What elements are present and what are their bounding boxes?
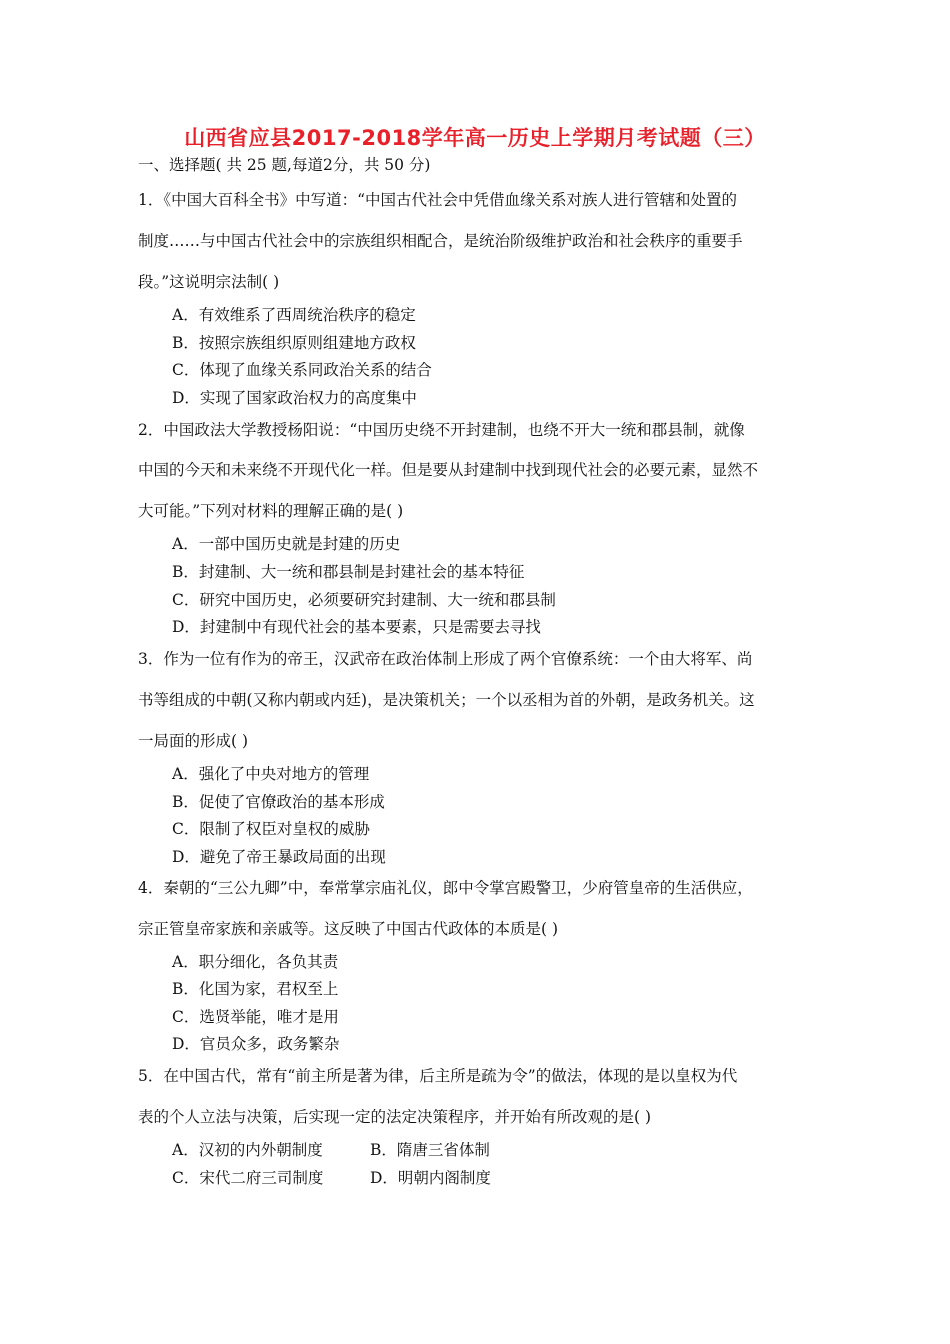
- question-1-option-d: D．实现了国家政治权力的高度集中: [172, 389, 417, 407]
- question-1-line-2: 制度……与中国古代社会中的宗族组织相配合，是统治阶级维护政治和社会秩序的重要手: [138, 232, 743, 250]
- question-1-line-3: 段。”这说明宗法制( ): [138, 273, 280, 291]
- question-5-option-d: D．明朝内阁制度: [370, 1169, 491, 1187]
- question-3-option-d: D．避免了帝王暴政局面的出现: [172, 848, 386, 866]
- question-2-option-a: A．一部中国历史就是封建的历史: [172, 535, 401, 553]
- question-4-option-a: A．职分细化，各负其责: [172, 953, 339, 971]
- question-2-line-2: 中国的今天和未来绕不开现代化一样。但是要从封建制中找到现代社会的必要元素，显然不: [138, 461, 759, 479]
- question-4-option-d: D．官员众多，政务繁杂: [172, 1035, 340, 1053]
- question-3-option-a: A．强化了中央对地方的管理: [172, 765, 370, 783]
- question-1-line-1: 1．《中国大百科全书》中写道：“中国古代社会中凭借血缘关系对族人进行管辖和处置的: [138, 191, 738, 209]
- question-5-line-1: 5．在中国古代，常有“前主所是著为律，后主所是疏为令”的做法，体现的是以皇权为代: [138, 1067, 738, 1085]
- question-4-option-c: C．选贤举能，唯才是用: [172, 1008, 339, 1026]
- question-2-line-3: 大可能。”下列对材料的理解正确的是( ): [138, 502, 404, 520]
- question-3-line-3: 一局面的形成( ): [138, 732, 249, 750]
- exam-title: 山西省应县2017-2018学年高一历史上学期月考试题（三）: [184, 126, 766, 150]
- question-5-line-2: 表的个人立法与决策，后实现一定的法定决策程序，并开始有所改观的是( ): [138, 1108, 652, 1126]
- question-3-option-c: C．限制了权臣对皇权的威胁: [172, 820, 370, 838]
- question-3-option-b: B．促使了官僚政治的基本形成: [172, 793, 385, 811]
- question-3-line-2: 书等组成的中朝(又称内朝或内廷)，是决策机关；一个以丞相为首的外朝，是政务机关。这: [138, 691, 755, 709]
- question-4-line-1: 4．秦朝的“三公九卿”中，奉常掌宗庙礼仪，郎中令掌宫殿警卫，少府管皇帝的生活供应，: [138, 879, 753, 897]
- question-5-option-b: B．隋唐三省体制: [370, 1141, 490, 1159]
- question-2-option-d: D．封建制中有现代社会的基本要素，只是需要去寻找: [172, 618, 541, 636]
- question-3-line-1: 3．作为一位有作为的帝王，汉武帝在政治体制上形成了两个官僚系统：一个由大将军、尚: [138, 650, 753, 668]
- question-4-option-b: B．化国为家，君权至上: [172, 980, 339, 998]
- question-2-option-b: B．封建制、大一统和郡县制是封建社会的基本特征: [172, 563, 525, 581]
- question-5-option-a: A．汉初的内外朝制度: [172, 1141, 323, 1159]
- section-heading: 一、选择题( 共 25 题,每道2分，共 50 分): [138, 156, 431, 174]
- question-5-option-c: C．宋代二府三司制度: [172, 1169, 324, 1187]
- question-1-option-a: A．有效维系了西周统治秩序的稳定: [172, 306, 416, 324]
- question-4-line-2: 宗正管皇帝家族和亲戚等。这反映了中国古代政体的本质是( ): [138, 920, 559, 938]
- question-1-option-b: B．按照宗族组织原则组建地方政权: [172, 334, 416, 352]
- question-2-line-1: 2．中国政法大学教授杨阳说：“中国历史绕不开封建制，也绕不开大一统和郡县制，就像: [138, 421, 745, 439]
- question-1-option-c: C．体现了血缘关系同政治关系的结合: [172, 361, 432, 379]
- question-2-option-c: C．研究中国历史，必须要研究封建制、大一统和郡县制: [172, 591, 556, 609]
